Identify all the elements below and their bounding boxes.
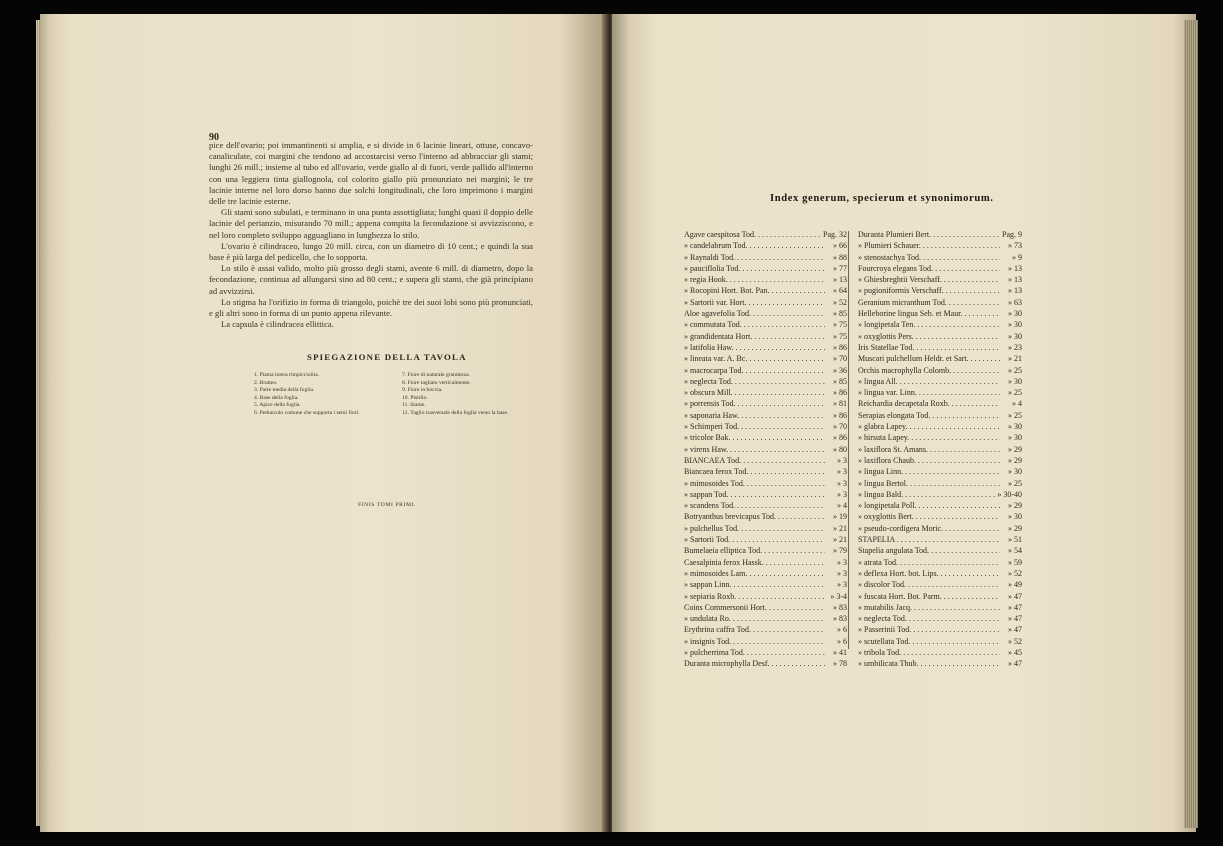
index-entry [684, 252, 847, 263]
index-entry-page: Pag. 9 [1002, 230, 1022, 239]
index-entry-page: » 81 [833, 399, 847, 409]
index-entry-name: Bumelaeia elliptica Tod. . . . [684, 545, 825, 556]
index-entry [858, 240, 1022, 251]
index-entry-name: » lingua All. . . . [858, 376, 1000, 387]
index-entry [858, 263, 1022, 274]
index-entry-name: Helleborine lingua Seb. et Maur. . . . [858, 308, 1000, 319]
index-entry-page: » 30-40 [997, 489, 1022, 499]
index-entry-name: » hirsuta Lapey. . . . [858, 432, 1000, 443]
left-page [40, 14, 606, 832]
index-entry [858, 602, 1022, 613]
index-entry-name: » laxiflora Chaub. . . . [858, 455, 1000, 466]
index-entry-page: » 64 [833, 286, 847, 296]
index-entry-page: » 29 [1008, 455, 1022, 465]
index-entry-name: Duranta microphylla Desf. . . . [684, 658, 825, 669]
finis-text: FINIS TOMI PRIMI. [358, 502, 417, 508]
index-entry-page: » 88 [833, 252, 847, 262]
index-entry-name: Orchis macrophylla Colomb. . . . [858, 365, 1000, 376]
index-entry-page: » 6 [837, 625, 847, 635]
index-entry-name: » sappan Linn. . . . [684, 579, 825, 590]
index-entry-name: Fourcroya elegans Tod. . . . [858, 263, 1000, 274]
index-entry [858, 523, 1022, 534]
index-entry [684, 274, 847, 285]
index-entry [858, 365, 1022, 376]
index-entry-name: » tricolor Bak. . . . [684, 432, 825, 443]
index-entry-page: » 85 [833, 376, 847, 386]
index-entry-page: » 30 [1008, 433, 1022, 443]
index-entry-name: Serapias elongata Tod. . . . [858, 410, 1000, 421]
paragraph: Lo stigma ha l'orifizio in forma di triangolo, poichè tre dei suoi lobi sono più pronunciati, e gli altri sono in forma di un punto appena rilevante. [209, 296, 533, 319]
index-entry [684, 557, 847, 568]
index-entry-page: » 47 [1008, 602, 1022, 612]
index-entry-name: Caesalpinia ferox Hassk. . . . [684, 557, 825, 568]
index-entry-page: » 83 [833, 614, 847, 624]
index-entry-page: » 79 [833, 546, 847, 556]
index-entry-page: » 30 [1008, 309, 1022, 319]
index-entry-name: » scandens Tod. . . . [684, 500, 825, 511]
index-entry-page: » 30 [1008, 467, 1022, 477]
index-entry [684, 489, 847, 500]
index-entry-name: » lineata var. A. Bc. . . . [684, 353, 825, 364]
index-entry [684, 398, 847, 409]
index-entry-page: » 63 [1008, 297, 1022, 307]
index-entry [684, 636, 847, 647]
index-entry-page: » 25 [1008, 410, 1022, 420]
index-entry-page: » 75 [833, 320, 847, 330]
index-entry-name: » neglecta Tod. . . . [684, 376, 825, 387]
index-entry-page: » 85 [833, 309, 847, 319]
index-entry-name: » sappan Tod. . . . [684, 489, 825, 500]
index-entry-name: » deflexa Hort. bot. Lips. . . . [858, 568, 1000, 579]
index-entry [858, 613, 1022, 624]
index-entry-name: » lingua Linn. . . . [858, 466, 1000, 477]
index-entry-page: » 77 [833, 263, 847, 273]
index-entry-name: » stenostachya Tod. . . . [858, 252, 1000, 263]
index-entry [858, 319, 1022, 330]
index-entry-page: » 30 [1008, 320, 1022, 330]
index-entry-page: » 4 [837, 501, 847, 511]
index-entry-name: » Passerinii Tod. . . . [858, 624, 1000, 635]
index-entry-page: » 23 [1008, 342, 1022, 352]
explanation-item: 1. Pianta intera rimpicciolita. [254, 372, 320, 378]
explanation-item: 11. Stame. [402, 402, 426, 409]
index-entry [858, 591, 1022, 602]
index-entry [684, 624, 847, 635]
index-entry-page: » 51 [1008, 535, 1022, 545]
index-entry-name: » oxyglottis Bert. . . . [858, 511, 1000, 522]
index-entry [684, 534, 847, 545]
index-entry-name: » discolor Tod. . . . [858, 579, 1000, 590]
index-entry-name: » saponaria Haw. . . . [684, 410, 825, 421]
index-entry-name: » pauciflolia Tod. . . . [684, 263, 825, 274]
index-title: Index generum, specierum et synonimorum. [770, 193, 994, 204]
index-entry [684, 545, 847, 556]
index-entry [858, 229, 1022, 240]
index-entry-name: Aloe agavefolia Tod. . . . [684, 308, 825, 319]
index-entry-page: » 3-4 [830, 591, 847, 601]
index-entry [684, 353, 847, 364]
index-entry-name: » oxyglottis Pers. . . . [858, 331, 1000, 342]
index-entry-name: » umbilicata Thub. . . . [858, 658, 1000, 669]
page-edges-right [1184, 20, 1198, 828]
index-entry [684, 387, 847, 398]
index-entry [858, 252, 1022, 263]
index-entry [858, 297, 1022, 308]
index-entry-page: » 25 [1008, 365, 1022, 375]
index-entry-name: » candelabrum Tod. . . . [684, 240, 825, 251]
index-entry-name: Reichardia decapetala Roxb. . . . [858, 398, 1000, 409]
index-entry-page: » 78 [833, 659, 847, 669]
index-entry [684, 229, 847, 240]
index-entry [684, 658, 847, 669]
paragraph: Lo stilo è assai valido, molto più grosso degli stami, avente 6 mill. di diametro, dopo la fecondazione, continua ad allungarsi sino ad 80 cent.; e supera gli stami, che già principiano ad avvizzirsi. [209, 263, 533, 296]
index-entry-name: » lingua Bald. . . . [858, 489, 995, 500]
index-entry-page: » 30 [1008, 422, 1022, 432]
index-entry-name: » obscura Mill. . . . [684, 387, 825, 398]
index-entry-page: » 86 [833, 433, 847, 443]
index-entry-page: » 3 [837, 467, 847, 477]
index-entry-name: » macrocarpa Tod. . . . [684, 365, 825, 376]
index-entry [858, 579, 1022, 590]
index-entry-name: » atrata Tod. . . . [858, 557, 1000, 568]
index-entry-name: Erythrina caffra Tod. . . . [684, 624, 825, 635]
index-entry-page: » 3 [837, 568, 847, 578]
index-entry-name: Agave caespitosa Tod. . . . [684, 229, 821, 240]
index-entry-name: » longipetala Poll. . . . [858, 500, 1000, 511]
index-entry [858, 511, 1022, 522]
index-entry [684, 511, 847, 522]
index-entry-name: » pulchellus Tod. . . . [684, 523, 825, 534]
index-entry [684, 523, 847, 534]
index-entry-page: » 3 [837, 455, 847, 465]
index-entry-name: » tribola Tod. . . . [858, 647, 1000, 658]
index-entry-name: » laxiflora St. Amans. . . . [858, 444, 1000, 455]
index-entry [858, 557, 1022, 568]
index-entry [684, 342, 847, 353]
index-entry [684, 478, 847, 489]
index-entry-page: » 45 [1008, 647, 1022, 657]
index-entry-page: » 9 [1012, 252, 1022, 262]
index-entry-page: » 86 [833, 388, 847, 398]
index-entry-name: » lingua Bertol. . . . [858, 478, 1000, 489]
index-entry-name: » Rocopini Hort. Bot. Pan. . . . [684, 285, 825, 296]
index-entry-name: » sepiaria Roxb. . . . [684, 591, 825, 602]
index-entry-name: Botryanthus brevicapus Tod. . . . [684, 511, 825, 522]
index-entry-name: » commutata Tod. . . . [684, 319, 825, 330]
index-entry-name: Geranium micranthum Tod. . . . [858, 297, 1000, 308]
paragraph: Gli stami sono subulati, e terminano in una punta assottigliata; lunghi quasi il doppio delle lacinie del perianzio, misurando 70 mill.; appena compita la fecondazione si avvizziscono, e nel loro completo sviluppo agguagliano in lunghezza lo stilo. [209, 207, 533, 240]
index-entry [858, 444, 1022, 455]
body-text [209, 140, 533, 330]
explanation-title: SPIEGAZIONE DELLA TAVOLA [307, 352, 467, 362]
explanation-item: 3. Parte media della foglia. [254, 387, 315, 394]
index-entry-page: » 3 [837, 580, 847, 590]
index-entry-page: » 3 [837, 478, 847, 488]
index-entry-name: » glabra Lapey. . . . [858, 421, 1000, 432]
index-entry-page: » 52 [1008, 636, 1022, 646]
index-entry [684, 285, 847, 296]
index-entry-page: » 30 [1008, 512, 1022, 522]
index-column-b [858, 229, 1022, 670]
index-entry-page: » 49 [1008, 580, 1022, 590]
index-entry [684, 421, 847, 432]
index-entry-name: Biancaea ferox Tod. . . . [684, 466, 825, 477]
index-entry-page: » 25 [1008, 388, 1022, 398]
index-entry-page: » 70 [833, 354, 847, 364]
index-entry-page: » 3 [837, 557, 847, 567]
index-entry-page: » 47 [1008, 659, 1022, 669]
index-entry-name: Coins Commersonii Hort. . . . [684, 602, 825, 613]
index-entry-name: » neglecta Tod. . . . [858, 613, 1000, 624]
index-entry-name: Muscari pulchellum Heldr. et Sart. . . . [858, 353, 1000, 364]
index-entry [858, 285, 1022, 296]
index-entry [858, 636, 1022, 647]
index-entry-page: » 30 [1008, 376, 1022, 386]
index-entry [684, 308, 847, 319]
index-entry-page: » 86 [833, 342, 847, 352]
index-entry-name: » Schimperi Tod. . . . [684, 421, 825, 432]
index-entry [684, 410, 847, 421]
index-entry [684, 365, 847, 376]
index-entry [858, 274, 1022, 285]
paragraph: pice dell'ovario; poi immantinenti si amplia, e si divide in 6 lacinie lineari, ottuse, concavo-canaliculate, coi margini che tendono ad accostarcisi verso l'interno ad abbracciar gli stami; lunghi 26 mill.; insieme al tubo ed all'ovario, verde giallo al di fuori, verde pallido all'interno con una leggiera tinta giallognola, col colorito giallo più pronunziato nei margini; le tre lacinie interne nel loro dorso hanno due solchi longitudinali, che loro imprimono i margini delle tre lacinie esterne. [209, 140, 533, 207]
index-entry-name: » mimosoides Tod. . . . [684, 478, 825, 489]
index-entry-page: » 21 [833, 535, 847, 545]
index-entry [684, 500, 847, 511]
index-entry-page: » 29 [1008, 523, 1022, 533]
index-entry [858, 478, 1022, 489]
index-entry-page: » 83 [833, 602, 847, 612]
index-entry [858, 398, 1022, 409]
index-entry [858, 421, 1022, 432]
index-entry [858, 376, 1022, 387]
paragraph: L'ovario è cilindraceo, lungo 20 mill. circa, con un diametro di 10 cent.; e quindi la sua base è più larga del pedicello, che lo sopporta. [209, 240, 533, 263]
index-entry [858, 568, 1022, 579]
index-entry-name: » insignis Tod. . . . [684, 636, 825, 647]
index-entry-page: » 41 [833, 647, 847, 657]
index-entry-page: » 29 [1008, 501, 1022, 511]
index-entry-page: » 86 [833, 410, 847, 420]
index-entry [684, 444, 847, 455]
explanation-item: 4. Base della foglia. [254, 394, 299, 401]
index-entry [684, 376, 847, 387]
explanation-item: 9. Fiore in boccia. [402, 387, 443, 394]
index-entry-page: » 47 [1008, 591, 1022, 601]
index-entry-name: » lingua var. Linn. . . . [858, 387, 1000, 398]
index-entry-name: » fuscata Hort. Bot. Parm. . . . [858, 591, 1000, 602]
index-entry [858, 500, 1022, 511]
index-entry [684, 647, 847, 658]
index-column-a [684, 229, 847, 670]
index-entry [684, 319, 847, 330]
index-entry [858, 534, 1022, 545]
index-entry [684, 297, 847, 308]
index-entry [858, 624, 1022, 635]
index-entry-page: » 59 [1008, 557, 1022, 567]
index-entry [684, 568, 847, 579]
paragraph: La capsula è cilindracea ellittica. [221, 319, 334, 330]
index-entry-page: » 54 [1008, 546, 1022, 556]
index-entry [858, 308, 1022, 319]
index-entry [684, 240, 847, 251]
index-entry-page: » 19 [833, 512, 847, 522]
column-divider [848, 231, 849, 649]
index-entry [684, 466, 847, 477]
index-entry-page: » 47 [1008, 614, 1022, 624]
index-entry [858, 387, 1022, 398]
index-entry-page: » 29 [1008, 444, 1022, 454]
index-entry-page: » 52 [833, 297, 847, 307]
index-entry-page: » 13 [833, 275, 847, 285]
index-entry-name: » Ghiesbreghtii Verschaff. . . . [858, 274, 1000, 285]
index-entry-name: » pulcherrima Tod. . . . [684, 647, 825, 658]
index-entry [684, 591, 847, 602]
index-entry-name: » Plumieri Schauer. . . . [858, 240, 1000, 251]
index-entry [684, 602, 847, 613]
index-entry [858, 342, 1022, 353]
index-entry-page: » 70 [833, 422, 847, 432]
index-entry-page: » 25 [1008, 478, 1022, 488]
index-entry-name: » mutabilis Jacq. . . . [858, 602, 1000, 613]
explanation-list-2 [402, 372, 536, 418]
index-entry-page: » 13 [1008, 286, 1022, 296]
index-entry [858, 455, 1022, 466]
index-entry-name: » mimosoides Lam. . . . [684, 568, 825, 579]
index-entry-page: » 80 [833, 444, 847, 454]
explanation-list-1 [254, 372, 394, 418]
explanation-item: 2. Bratteo. [254, 379, 278, 386]
index-entry-page: Pag. 32 [823, 230, 847, 239]
index-entry-name: » virens Haw. . . . [684, 444, 825, 455]
explanation-item: 8. Fiore tagliato verticalmente. [402, 379, 471, 386]
index-entry-page: » 4 [1012, 399, 1022, 409]
index-entry [858, 489, 1022, 500]
index-entry [858, 545, 1022, 556]
index-entry-name: » undulata Ro. . . . [684, 613, 825, 624]
index-entry-page: » 66 [833, 241, 847, 251]
index-entry [684, 432, 847, 443]
index-entry [684, 579, 847, 590]
explanation-item: 12. Taglio trasversale della foglia verso la base. [402, 409, 509, 416]
index-entry [858, 647, 1022, 658]
index-entry [684, 263, 847, 274]
index-entry-name: STAPELIA . . . [858, 534, 1000, 545]
index-entry [858, 331, 1022, 342]
explanation-item: 6. Peduncolo comune che sopporta i semi fiori. [254, 409, 360, 416]
index-entry-page: » 13 [1008, 263, 1022, 273]
index-entry-page: » 47 [1008, 625, 1022, 635]
index-entry-name: » pseudo-cordigera Moric. . . . [858, 523, 1000, 534]
explanation-item: 5. Apice della foglia. [254, 402, 301, 409]
index-entry-name: » Raynaldi Tod. . . . [684, 252, 825, 263]
index-entry-page: » 36 [833, 365, 847, 375]
explanation-item: 7. Fiore di naturale grandezza. [402, 372, 471, 378]
index-entry-page: » 13 [1008, 275, 1022, 285]
index-entry-name: BIANCAEA Tod. . . . [684, 455, 825, 466]
index-entry [684, 613, 847, 624]
index-entry [684, 455, 847, 466]
index-entry [858, 432, 1022, 443]
index-entry-name: Iris Statellae Tod. . . . [858, 342, 1000, 353]
page-number: 90 [209, 132, 219, 143]
index-entry [858, 466, 1022, 477]
index-entry-name: » pugioniformis Verschaff. . . . [858, 285, 1000, 296]
index-entry-name: » latifolia Haw. . . . [684, 342, 825, 353]
index-entry-name: » longipetala Ten. . . . [858, 319, 1000, 330]
index-entry-page: » 6 [837, 636, 847, 646]
index-entry [684, 331, 847, 342]
index-entry-name: » regia Hook. . . . [684, 274, 825, 285]
index-entry-page: » 75 [833, 331, 847, 341]
index-entry-name: » porrensis Tod. . . . [684, 398, 825, 409]
index-entry [858, 658, 1022, 669]
index-entry-page: » 73 [1008, 241, 1022, 251]
index-entry-page: » 30 [1008, 331, 1022, 341]
index-entry-name: Stapelia angulata Tod. . . . [858, 545, 1000, 556]
index-entry-page: » 52 [1008, 568, 1022, 578]
index-entry-name: » grandidentata Hort. . . . [684, 331, 825, 342]
index-entry [858, 410, 1022, 421]
index-entry-page: » 21 [833, 523, 847, 533]
index-entry-name: » scutellata Tod. . . . [858, 636, 1000, 647]
index-entry [858, 353, 1022, 364]
index-entry-page: » 3 [837, 489, 847, 499]
explanation-item: 10. Pistillo. [402, 394, 428, 401]
index-entry-name: Duranta Plumieri Bert. . . . [858, 229, 1000, 240]
index-entry-name: » Sartorii Tod. . . . [684, 534, 825, 545]
index-entry-name: » Sartorii var. Hort. . . . [684, 297, 825, 308]
index-entry-page: » 21 [1008, 354, 1022, 364]
